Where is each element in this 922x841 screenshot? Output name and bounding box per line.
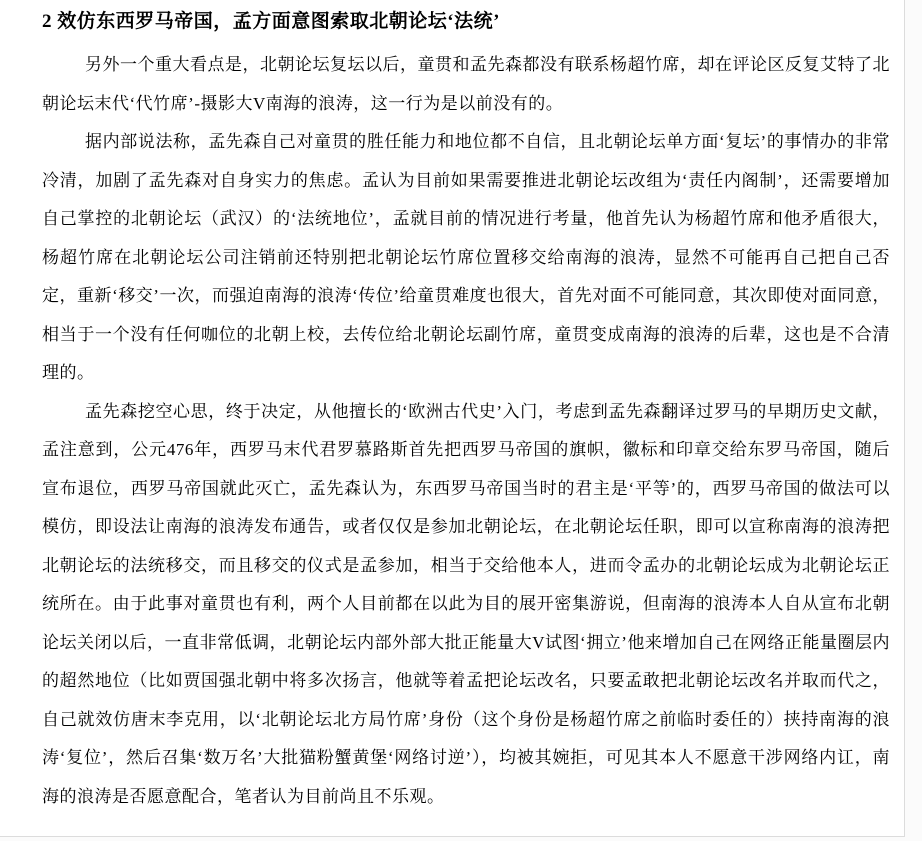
- paragraph-2: 据内部说法称，孟先森自己对童贯的胜任能力和地位都不自信，且北朝论坛单方面‘复坛’的事情办的非常冷清，加剧了孟先森对自身实力的焦虑。孟认为目前如果需要推进北朝论坛改组为‘责任内阁制’，还需要增加自己掌控的北朝论坛（武汉）的‘法统地位’，孟就目前的情况进行考量，他首先认为杨超竹席和他矛盾很大，杨超竹席在北朝论坛公司注销前还特别把北朝论坛竹席位置移交给南海的浪涛，显然不可能再自己把自己否定，重新‘移交’一次，而强迫南海的浪涛‘传位’给童贯难度也很大，首先对面不可能同意，其次即使对面同意，相当于一个没有任何咖位的北朝上校，去传位给北朝论坛副竹席，童贯变成南海的浪涛的后辈，这也是不合清理的。: [42, 132, 890, 382]
- section-heading: 2 效仿东西罗马帝国，孟方面意图索取北朝论坛‘法统’: [42, 11, 500, 32]
- paragraph-3: 孟先森挖空心思，终于决定，从他擅长的‘欧洲古代史’入门，考虑到孟先森翻译过罗马的早期历史文献，孟注意到，公元476年，西罗马末代君罗慕路斯首先把西罗马帝国的旗帜，徽标和印章交给东罗马帝国，随后宣布退位，西罗马帝国就此灭亡，孟先森认为，东西罗马帝国当时的君主是‘平等’的，西罗马帝国的做法可以模仿，即设法让南海的浪涛发布通告，或者仅仅是参加北朝论坛，在北朝论坛任职，即可以宣称南海的浪涛把北朝论坛的法统移交，而且移交的仪式是孟参加，相当于交给他本人，进而令孟办的北朝论坛成为北朝论坛正统所在。由于此事对童贯也有利，两个人目前都在以此为目的展开密集游说，但南海的浪涛本人自从宣布北朝论坛关闭以后，一直非常低调，北朝论坛内部外部大批正能量大V试图‘拥立’他来增加自己在网络正能量圈层内的超然地位（比如贾国强北朝中将多次扬言，他就等着孟把论坛改名，只要孟敢把北朝论坛改名并取而代之，自己就效仿唐末李克用，以‘北朝论坛北方局竹席’身份（这个身份是杨超竹席之前临时委任的）挟持南海的浪涛‘复位’，然后召集‘数万名’大批猫粉蟹黄堡‘网络讨逆’），均被其婉拒，可见其本人不愿意干涉网络内讧，南海的浪涛是否愿意配合，笔者认为目前尚且不乐观。: [42, 401, 890, 806]
- paragraph-1: 另外一个重大看点是，北朝论坛复坛以后，童贯和孟先森都没有联系杨超竹席，却在评论区反复艾特了北朝论坛末代‘代竹席’-摄影大V南海的浪涛，这一行为是以前没有的。: [42, 55, 890, 113]
